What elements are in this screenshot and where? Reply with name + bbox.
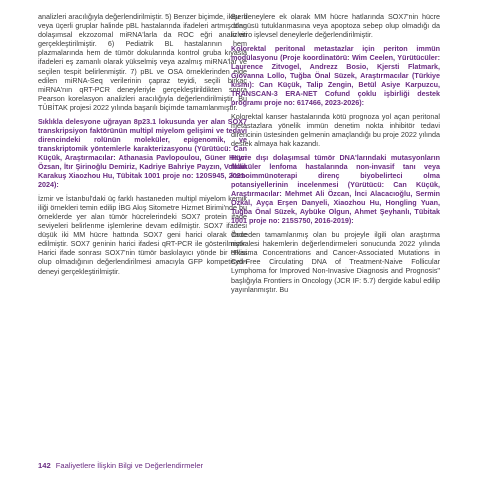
left-project-heading: Sıklıkla delesyone uğrayan 8p23.1 lokusunda yer alan SOX7 transkripsiyon faktörünün multipl miyelom gelişimi ve tedavi direncindeki rolünün moleküler, epigenomik, ve transkriptomik yöntemlerle karakterizasyonu (Yürütücü: Can Küçük, Araştırmacılar: Athanasia Pavlopoulou, Güner Hayri Özsan, İtır Şirinoğlu Demiriz, Kadriye Bahriye Payzın, Volkan Karakuş Xiaozhou Hu, Tübitak 1001 proje no: 120S945, 2021-2024): (38, 116, 247, 190)
right-paragraph-2: Kolorektal kanser hastalarında kötü prognoza yol açan peritonal metastazlara yönelik immün denetim nokta inhibitör tedavi direncinin üstesinden gelmenin amaçlandığı bu proje 2022 yılında destek almaya hak kazandı. (231, 111, 440, 149)
page-number: 142 (38, 461, 51, 470)
page-footer (38, 461, 203, 470)
left-paragraph-2: İzmir ve İstanbul'daki üç farklı hastaneden multipl miyelom kemik iliği örnekleri temin edilip İBG Akış Sitometre Hizmet Birimi'nde bu örneklerde yer alan tümör hücrelerindeki SOX7 protein ifade seviyeleri belirlenme işlemlerine devam edilmiştir. SOX7 ifadesi düşük iki MM hücre hattında SOX7 geni harici olarak ifade edilmiştir. SOX7 geninin harici ifadesi qRT-PCR ile gösterilmiştir. Harici ifade sonrası SOX7'nin tümör baskılayıcı yönde bir etkisi olup olmadığının değerlendirilmesi amacıyla GFP kompetisyon deneyi gerçekleştirilmiştir. (38, 193, 247, 276)
footer-title: Faaliyetlere İlişkin Bilgi ve Değerlendirmeler (55, 461, 204, 470)
right-project-heading-2: Hücre dışı dolaşımsal tümör DNA'larındaki mutasyonların folliküler lenfoma hastalarında non-invasif tanı veya kemoimmünoterapi direnç biyobelirteci olma potansiyellerinin incelenmesi (Yürütücü: Can Küçük, Araştırmacılar: Mehmet Ali Özcan, İnci Alacacıoğlu, Sermin Özkal, Ayça Erşen Danyeli, Xiaozhou Hu, Hongling Yuan, Tuğba Önal Süzek, Aybüke Olgun, Ahmet Şeyhanlı, Tübitak 1001 proje no: 215S750, 2016-2019): (231, 152, 440, 226)
right-column (231, 12, 440, 298)
left-column (38, 12, 247, 280)
left-paragraph-1: analizleri aracılığıyla değerlendirilmiştir. 5) Benzer biçimde, ikişerli veya üçerli gruplar halinde pBL hastalarında ifadeleri artmış olan dolaşımsal ekzozomal miRNA'larla da ROC eğri analizleri gerçekleştirilmiştir. 6) Pediatrik BL hastalarının hem plazmalarında hem de tümör dokularında kontrol gruba kıyasla ifadeleri eş zamanlı olarak yükselmiş veya azalmış miRNA'lar ve seçilen tespit belirlenmiştir. 7) pBL ve OSA örneklerinden elde edilen miRNA-Seq verilerinin çapraz teyidi, seçili birkaç miRNA'nın qRT-PCR deneyleriyle gerçekleştirildikten sonra Pearson korelasyon analizleri aracılığıyla değerlendirilmiştir. Bu TÜBİTAK projesi 2022 yılında başarılı biçimde tamamlanmıştır. (38, 12, 247, 112)
right-paragraph-1: Bu deneylere ek olarak MM hücre hatlarında SOX7'nin hücre döngüsü tutuklanmasına veya apoptoza sebep olup olmadığı da in vitro işlevsel deneylerle değerlendirilmiştir. (231, 12, 440, 40)
right-paragraph-3: Önceden tamamlanmış olan bu projeyle ilgili olan araştırma makalesi hakemlerin değerlendirmeleri sonucunda 2022 yılında "Plasma Concentrations and Cancer-Associated Mutations in Cell-Free Circulating DNA of Treatment-Naive Follicular Lymphoma for Improved Non-Invasive Diagnosis and Prognosis" başlığıyla Frontiers in Oncology (JCR IF: 5.7) dergide kabul edilip yayınlanmıştır. Bu (231, 230, 440, 294)
right-project-heading-1: Kolorektal peritonal metastazlar için periton immün modülasyonu (Proje koordinatörü: Wim Ceelen, Yürütücüler: Laurence Zitvogel, Andrezz Bosio, Kjersti Flatmark, Giovanna Lollo, Tuğba Önal Süzek, Araştırmacılar (Türkiye kısmı): Can Küçük, Talip Zengin, Betül Asiye Karpuzcu, TRANSCAN-3 ERA-NET Cofund çoklu işbirliği destek programı proje no: 617466, 2023-2026): (231, 43, 440, 108)
